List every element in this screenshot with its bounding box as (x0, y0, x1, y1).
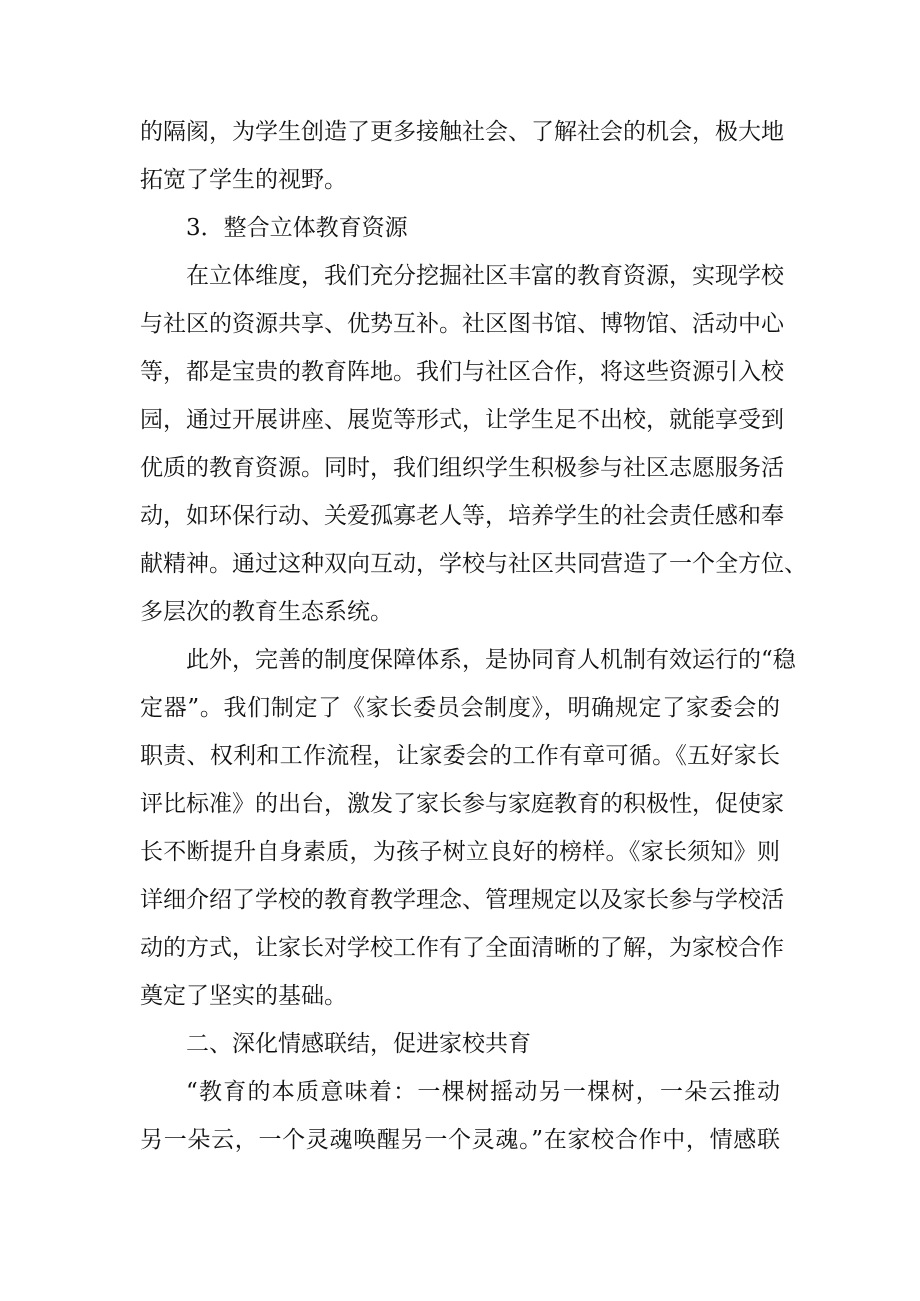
text-line: 动的方式，让家长对学校工作有了全面清晰的了解，为家校合作 (140, 935, 784, 961)
text-line: 长不断提升自身素质，为孩子树立良好的榜样。《家长须知》则 (140, 839, 780, 865)
text-line: 奠定了坚实的基础。 (140, 983, 347, 1009)
text-line: 献精神。通过这种双向互动，学校与社区共同营造了一个全方位、 (140, 551, 807, 577)
section-heading: 二、深化情感联结，促进家校共育 (186, 1031, 531, 1057)
text-line: 在立体维度，我们充分挖掘社区丰富的教育资源，实现学校 (186, 263, 784, 289)
text-line: 评比标准》的出台，激发了家长参与家庭教育的积极性，促使家 (140, 791, 784, 817)
text-line: 拓宽了学生的视野。 (140, 167, 347, 193)
text-line: 动，如环保行动、关爱孤寡老人等，培养学生的社会责任感和奉 (140, 503, 784, 529)
text-line: 优质的教育资源。同时，我们组织学生积极参与社区志愿服务活 (140, 455, 784, 481)
text-line: 另一朵云，一个灵魂唤醒另一个灵魂。”在家校合作中，情感联 (140, 1127, 780, 1153)
text-line: 与社区的资源共享、优势互补。社区图书馆、博物馆、活动中心 (140, 311, 784, 337)
text-line: 职责、权利和工作流程，让家委会的工作有章可循。《五好家长 (140, 743, 780, 769)
text-line: 多层次的教育生态系统。 (140, 599, 393, 625)
text-line: 详细介绍了学校的教育教学理念、管理规定以及家长参与学校活 (140, 887, 784, 913)
text-line: 等，都是宝贵的教育阵地。我们与社区合作，将这些资源引入校 (140, 359, 784, 385)
text-line: 园，通过开展讲座、展览等形式，让学生足不出校，就能享受到 (140, 407, 784, 433)
section-heading: 3．整合立体教育资源 (186, 215, 408, 241)
text-line: 的隔阂，为学生创造了更多接触社会、了解社会的机会，极大地 (140, 119, 784, 145)
text-line: 此外，完善的制度保障体系，是协同育人机制有效运行的“稳 (186, 647, 796, 673)
text-line: 定器”。我们制定了《家长委员会制度》，明确规定了家委会的 (140, 695, 780, 721)
text-line: “教育的本质意味着：一棵树摇动另一棵树，一朵云推动 (186, 1079, 780, 1105)
